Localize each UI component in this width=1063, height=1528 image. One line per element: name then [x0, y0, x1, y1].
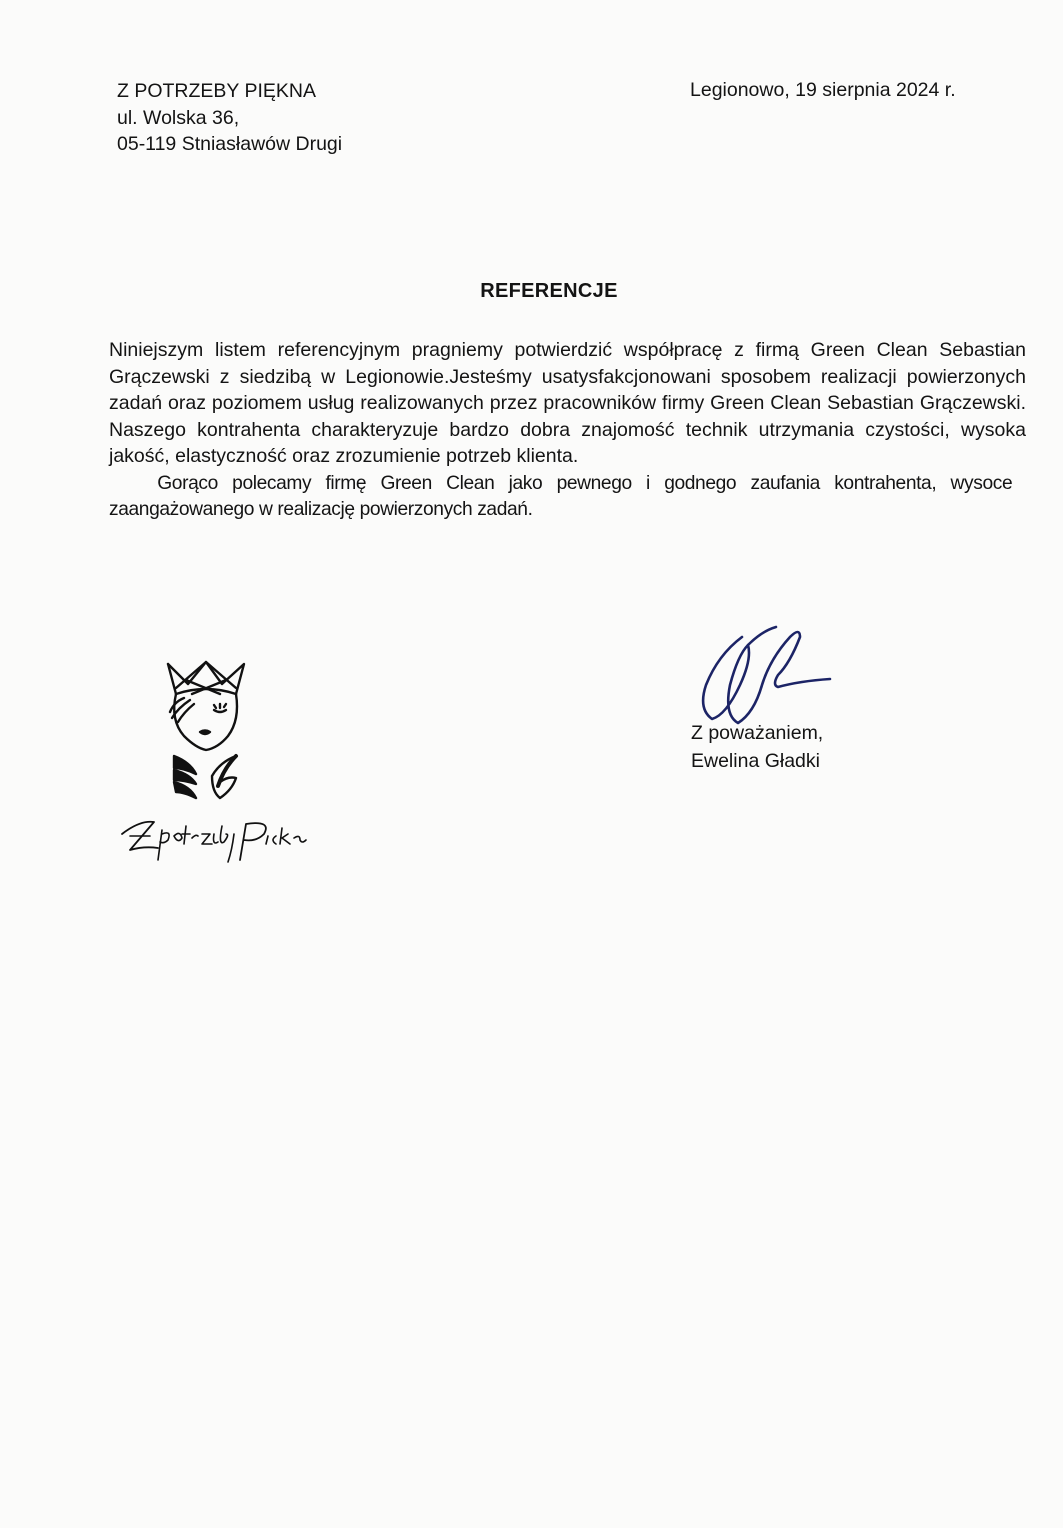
closing-block — [691, 719, 823, 775]
crowned-woman-logo-icon — [100, 650, 320, 870]
closing-salutation: Z poważaniem, — [691, 722, 824, 744]
handwritten-signature-icon — [690, 615, 850, 735]
letter-body — [109, 337, 1026, 523]
sender-city: 05-119 Stniasławów Drugi — [117, 133, 343, 155]
body-paragraph-1: Niniejszym listem referencyjnym pragniemy potwierdzić współpracę z firmą Green Clean Sebastian Grączewski z siedzibą w Legionowie.Jesteśmy usatysfakcjonowani sposobem realizacji powierzonych zadań oraz poziomem usług realizowanych przez pracowników firmy Green Clean Sebastian Grączewski. Naszego kontrahenta charakteryzuje bardzo dobra znajomość technik utrzymania czystości, wysoka jakość, elastyczność oraz zrozumienie potrzeb klienta. — [109, 339, 1026, 467]
sender-street: ul. Wolska 36, — [117, 106, 240, 129]
sender-address-block — [117, 78, 342, 158]
place-and-date: Legionowo, 19 sierpnia 2024 r. — [690, 79, 956, 101]
signatory-name: Ewelina Gładki — [691, 750, 820, 772]
sender-company-name: Z POTRZEBY PIĘKNA — [117, 80, 317, 102]
body-paragraph-2: Gorąco polecamy firmę Green Clean jako pewnego i godnego zaufania kontrahenta, wysoce zaangażowanego w realizację powierzonych zadań. — [109, 471, 1013, 520]
document-title: REFERENCJE — [480, 280, 618, 302]
